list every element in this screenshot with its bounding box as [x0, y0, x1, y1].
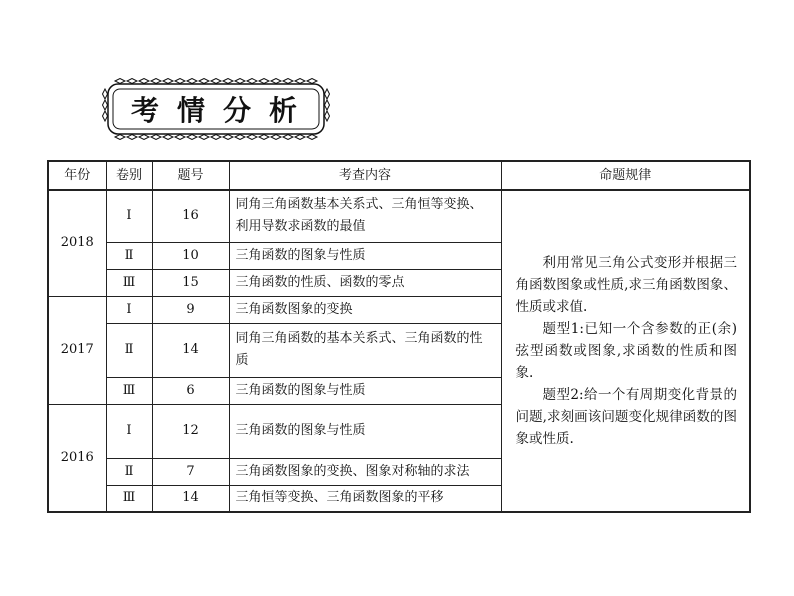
content-cell: 三角函数的图象与性质 — [229, 404, 501, 458]
paper-cell: Ⅱ — [106, 242, 152, 269]
paper-cell: Ⅰ — [106, 296, 152, 323]
content-cell: 三角恒等变换、三角函数图象的平移 — [229, 485, 501, 512]
paper-cell: Ⅱ — [106, 458, 152, 485]
column-header-content: 考查内容 — [229, 161, 501, 190]
number-cell: 16 — [152, 190, 229, 242]
number-cell: 6 — [152, 377, 229, 404]
number-cell: 14 — [152, 485, 229, 512]
number-cell: 12 — [152, 404, 229, 458]
column-header-number: 题号 — [152, 161, 229, 190]
number-cell: 7 — [152, 458, 229, 485]
paper-cell: Ⅲ — [106, 377, 152, 404]
year-cell: 2017 — [48, 296, 106, 404]
number-cell: 14 — [152, 323, 229, 377]
column-header-paper: 卷别 — [106, 161, 152, 190]
content-cell: 三角函数图象的变换、图象对称轴的求法 — [229, 458, 501, 485]
year-cell: 2016 — [48, 404, 106, 512]
paper-cell: Ⅰ — [106, 190, 152, 242]
content-cell: 三角函数的性质、函数的零点 — [229, 269, 501, 296]
paper-cell: Ⅲ — [106, 269, 152, 296]
rule-paragraph: 题型1:已知一个含参数的正(余)弦型函数或图象,求函数的性质和图象. — [515, 321, 737, 381]
rule-paragraph: 题型2:给一个有周期变化背景的问题,求刻画该问题变化规律函数的图象或性质. — [515, 387, 737, 447]
table-row — [48, 190, 750, 242]
paper-cell: Ⅰ — [106, 404, 152, 458]
section-title-box — [102, 78, 330, 140]
table-header-row — [48, 161, 750, 190]
number-cell: 9 — [152, 296, 229, 323]
rule-cell — [501, 190, 750, 512]
paper-cell: Ⅲ — [106, 485, 152, 512]
column-header-year: 年份 — [48, 161, 106, 190]
year-cell: 2018 — [48, 190, 106, 296]
content-cell: 同角三角函数的基本关系式、三角函数的性质 — [229, 323, 501, 377]
content-cell: 三角函数图象的变换 — [229, 296, 501, 323]
content-cell: 同角三角函数基本关系式、三角恒等变换、利用导数求函数的最值 — [229, 190, 501, 242]
rule-paragraph: 利用常见三角公式变形并根据三角函数图象或性质,求三角函数图象、性质或求值. — [515, 255, 737, 315]
column-header-rule: 命题规律 — [501, 161, 750, 190]
paper-cell: Ⅱ — [106, 323, 152, 377]
section-title: 考情分析 — [130, 94, 315, 127]
exam-analysis-table — [47, 160, 751, 513]
content-cell: 三角函数的图象与性质 — [229, 377, 501, 404]
number-cell: 10 — [152, 242, 229, 269]
content-cell: 三角函数的图象与性质 — [229, 242, 501, 269]
number-cell: 15 — [152, 269, 229, 296]
